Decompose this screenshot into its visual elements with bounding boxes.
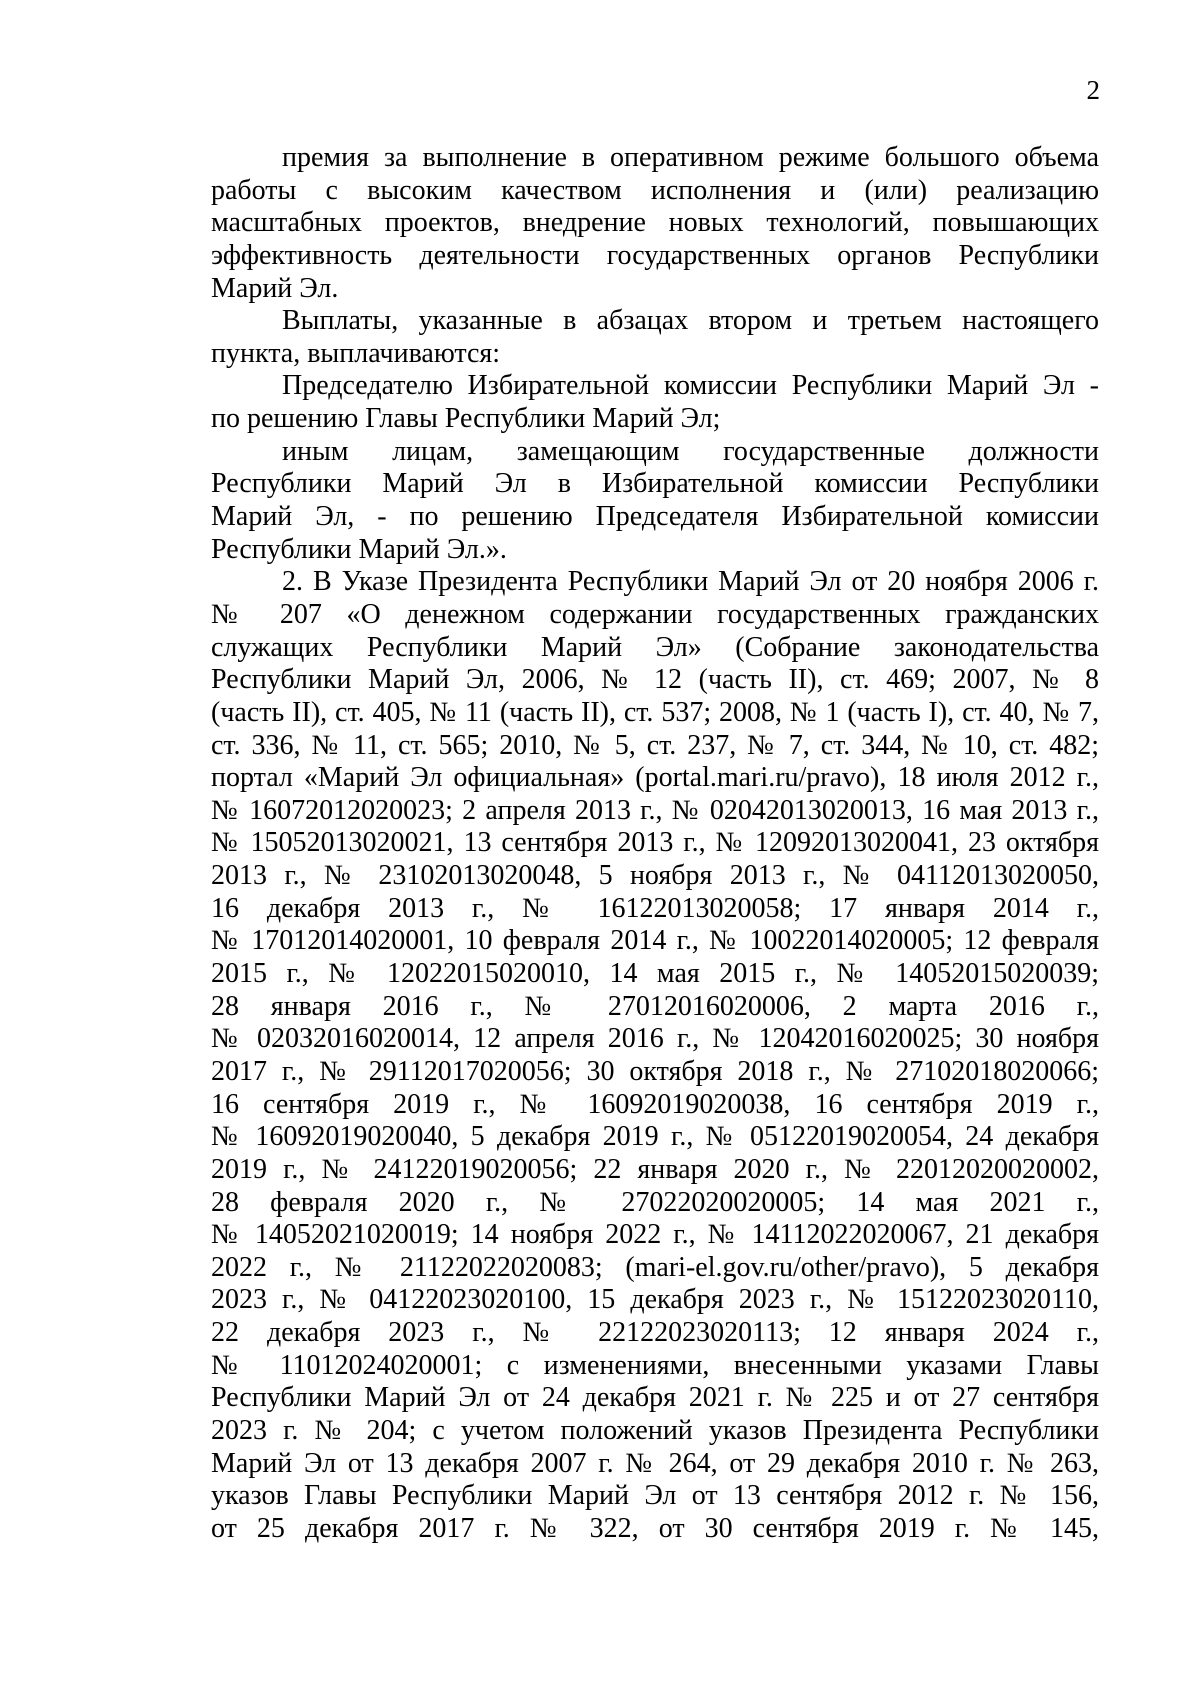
text-line: Марий Эл, - по решению Председателя Избирательной комиссии bbox=[211, 501, 1099, 533]
text-line: 2015 г., № 12022015020010, 14 мая 2015 г., № 14052015020039; bbox=[211, 958, 1099, 990]
text-line: служащих Республики Марий Эл» (Собрание законодательства bbox=[211, 631, 1099, 663]
text-line: по решению Главы Республики Марий Эл; bbox=[211, 403, 721, 435]
text-line: Республики Марий Эл от 24 декабря 2021 г. № 225 и от 27 сентября bbox=[211, 1382, 1099, 1414]
text-line: 2013 г., № 23102013020048, 5 ноября 2013 г., № 04112013020050, bbox=[211, 860, 1099, 892]
text-line: пункта, выплачиваются: bbox=[211, 337, 501, 369]
page-number: 2 bbox=[1086, 75, 1100, 105]
text-line: № 16072012020023; 2 апреля 2013 г., № 02042013020013, 16 мая 2013 г., bbox=[211, 794, 1099, 826]
text-line: (часть II), ст. 405, № 11 (часть II), ст. 537; 2008, № 1 (часть I), ст. 40, № 7, bbox=[211, 696, 1099, 728]
text-line: 28 февраля 2020 г., № 27022020020005; 14 мая 2021 г., bbox=[211, 1186, 1099, 1218]
text-line: 16 декабря 2013 г., № 16122013020058; 17 января 2014 г., bbox=[211, 892, 1099, 924]
text-line: масштабных проектов, внедрение новых технологий, повышающих bbox=[211, 207, 1099, 239]
text-line: Марий Эл от 13 декабря 2007 г. № 264, от 29 декабря 2010 г. № 263, bbox=[211, 1447, 1099, 1479]
text-line: № 02032016020014, 12 апреля 2016 г., № 12042016020025; 30 ноября bbox=[211, 1023, 1099, 1055]
text-line: Выплаты, указанные в абзацах втором и третьем настоящего bbox=[282, 305, 1099, 337]
text-line: 2023 г. № 204; с учетом положений указов Президента Республики bbox=[211, 1414, 1099, 1446]
text-line: премия за выполнение в оперативном режиме большого объема bbox=[282, 142, 1099, 173]
text-line: Республики Марий Эл.». bbox=[211, 533, 507, 565]
text-line: 2. В Указе Президента Республики Марий Эл от 20 ноября 2006 г. bbox=[282, 566, 1099, 598]
document-body bbox=[211, 142, 1099, 1546]
text-line: портал «Марий Эл официальная» (portal.mari.ru/pravo), 18 июля 2012 г., bbox=[211, 762, 1099, 794]
text-line: эффективность деятельности государственных органов Республики bbox=[211, 239, 1099, 271]
text-line: иным лицам, замещающим государственные должности bbox=[282, 435, 1099, 467]
text-line: работы с высоким качеством исполнения и (или) реализацию bbox=[211, 174, 1099, 206]
text-line: № 17012014020001, 10 февраля 2014 г., № 10022014020005; 12 февраля bbox=[211, 925, 1099, 957]
text-line: Республики Марий Эл в Избирательной комиссии Республики bbox=[211, 468, 1099, 500]
text-line: № 14052021020019; 14 ноября 2022 г., № 14112022020067, 21 декабря bbox=[211, 1219, 1099, 1251]
text-line: 2017 г., № 29112017020056; 30 октября 2018 г., № 27102018020066; bbox=[211, 1055, 1099, 1087]
text-line: 2022 г., № 21122022020083; (mari-el.gov.ru/other/pravo), 5 декабря bbox=[211, 1251, 1099, 1283]
text-line: № 11012024020001; с изменениями, внесенными указами Главы bbox=[211, 1349, 1099, 1381]
text-line: № 207 «О денежном содержании государственных гражданских bbox=[211, 598, 1099, 630]
text-line: 2023 г., № 04122023020100, 15 декабря 2023 г., № 15122023020110, bbox=[211, 1284, 1099, 1316]
text-line: 28 января 2016 г., № 27012016020006, 2 марта 2016 г., bbox=[211, 990, 1099, 1022]
text-line: Республики Марий Эл, 2006, № 12 (часть II), ст. 469; 2007, № 8 bbox=[211, 664, 1099, 696]
text-line: Председателю Избирательной комиссии Республики Марий Эл - bbox=[282, 370, 1099, 402]
text-line: 22 декабря 2023 г., № 22122023020113; 12 января 2024 г., bbox=[211, 1317, 1099, 1349]
text-line: 2019 г., № 24122019020056; 22 января 2020 г., № 22012020020002, bbox=[211, 1153, 1099, 1185]
text-line: Марий Эл. bbox=[211, 272, 339, 304]
text-line: от 25 декабря 2017 г. № 322, от 30 сентября 2019 г. № 145, bbox=[211, 1512, 1099, 1544]
text-line: № 15052013020021, 13 сентября 2013 г., № 12092013020041, 23 октября bbox=[211, 827, 1099, 859]
text-line: ст. 336, № 11, ст. 565; 2010, № 5, ст. 237, № 7, ст. 344, № 10, ст. 482; bbox=[211, 729, 1099, 761]
text-line: 16 сентября 2019 г., № 16092019020038, 16 сентября 2019 г., bbox=[211, 1088, 1099, 1120]
text-line: указов Главы Республики Марий Эл от 13 сентября 2012 г. № 156, bbox=[211, 1480, 1099, 1512]
text-line: № 16092019020040, 5 декабря 2019 г., № 05122019020054, 24 декабря bbox=[211, 1121, 1099, 1153]
